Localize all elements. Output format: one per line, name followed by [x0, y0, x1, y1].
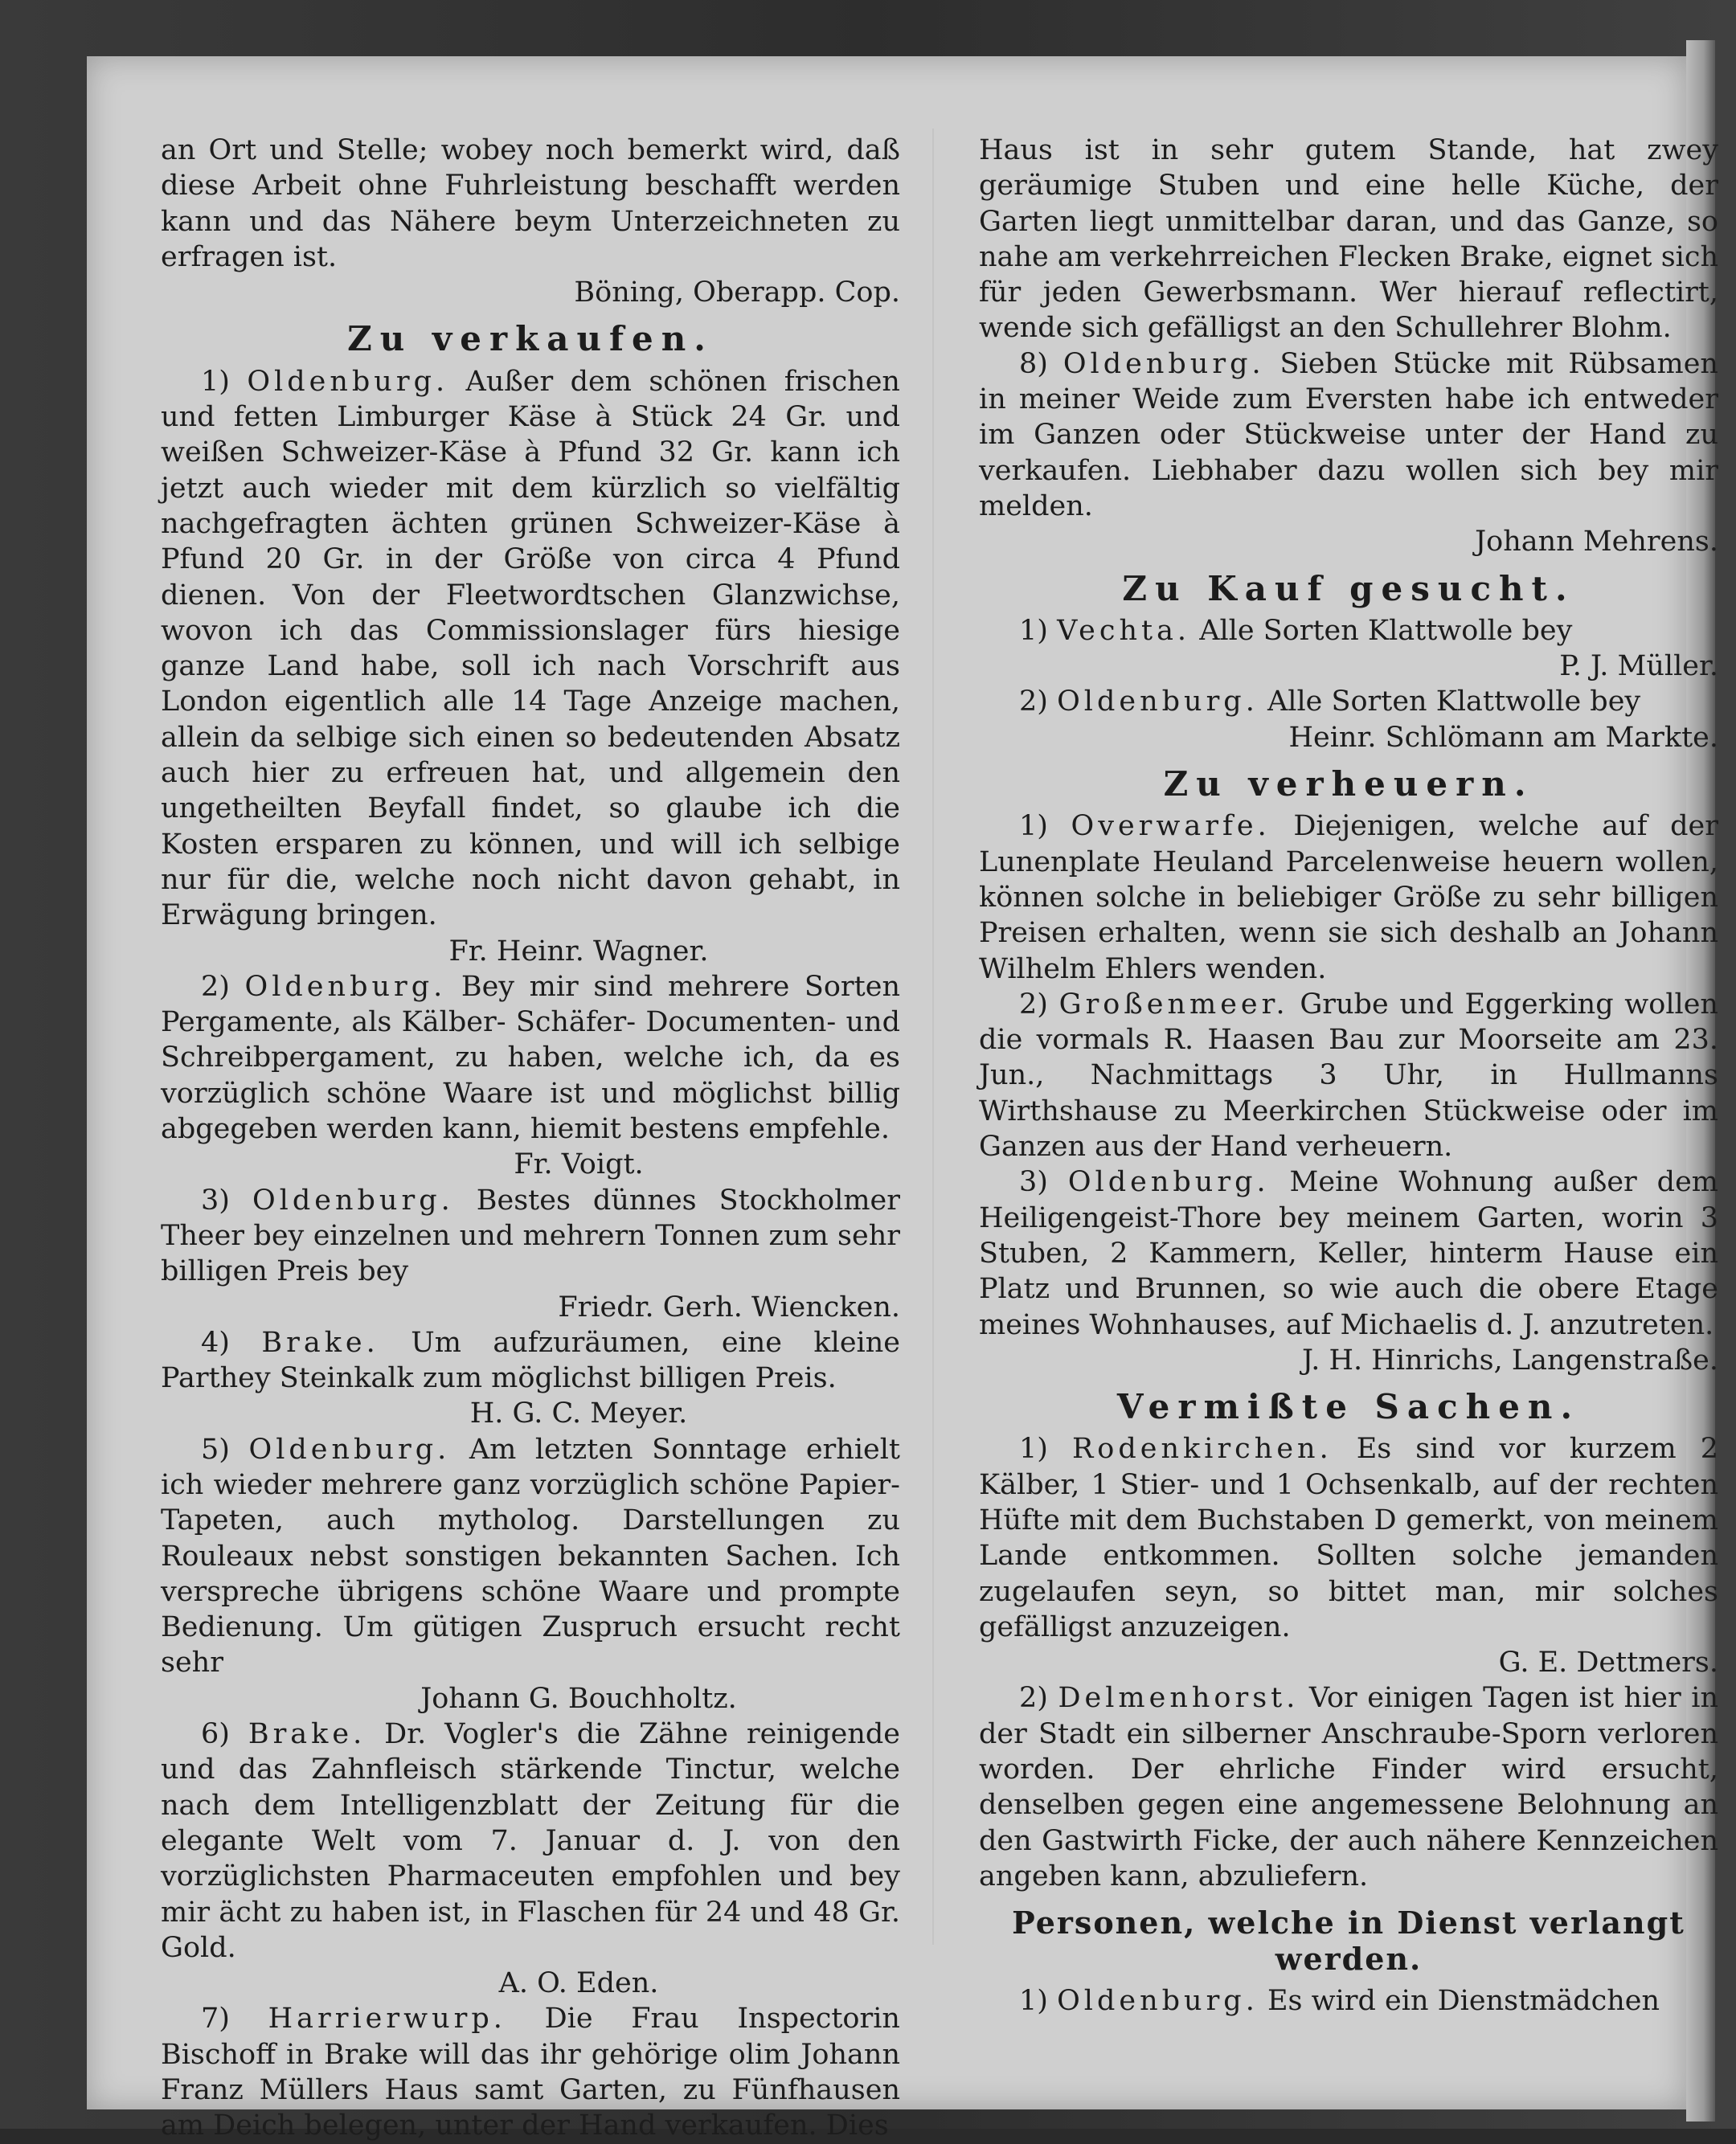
- ad-number: 1): [201, 365, 230, 398]
- ad-number: 7): [201, 2003, 230, 2036]
- ad-place: Oldenburg.: [1062, 347, 1265, 380]
- ad-number: 5): [201, 1433, 230, 1466]
- ad-text: Bey mir sind mehrere Sorten Pergamente, als Kälber- Schäfer- Documenten- und Schreibpergament, zu haben, welche ich, da es vorzüglich schöne Waare ist und möglichst billig abgegeben werden kann, hiemit bestens empfehle.: [161, 970, 900, 1146]
- section-title-personen-dienst: Personen, welche in Dienst verlangt werden.: [1012, 1905, 1685, 1977]
- ad-text: Dr. Vogler's die Zähne reinigende und das Zahnfleisch stärkende Tinctur, welche nach dem Intelligenzblatt der Zeitung für die elegante Welt vom 7. Januar d. J. von den vorzüglichsten Pharmaceuten empfohlen und bey mir ächt zu haben ist, in Flaschen für 24 und 48 Gr. Gold.: [161, 1718, 900, 1964]
- ad-7: [161, 2001, 900, 2143]
- ad-text: Grube und Eggerking wollen die vormals R. Haasen Bau zur Moorseite am 23. Jun., Nachmittags 3 Uhr, in Hullmanns Wirthshause zu Meerkirchen Stückweise oder im Ganzen aus der Hand verheuern.: [979, 988, 1718, 1164]
- continued-text: Haus ist in sehr gutem Stande, hat zwey geräumige Stuben und eine helle Küche, der Garten liegt unmittelbar daran, und das Ganze, so nahe am verkehrreichen Flecken Brake, eignet sich für jeden Gewerbsmann. Wer hierauf reflectirt, wende sich gefälligst an den Schullehrer Blohm.: [979, 134, 1718, 345]
- ad-number: 1): [1019, 1433, 1048, 1466]
- ad-2-signature: Fr. Voigt.: [514, 1148, 644, 1181]
- ad-text: Diejenigen, welche auf der Lunenplate Heuland Parcelenweise heuern wollen, können solche in beliebiger Größe zu sehr billigen Preisen erhalten, wenn sie sich deshalb an Johann Wilhelm Ehlers wenden.: [979, 810, 1718, 985]
- ad-6-signature: A. O. Eden.: [498, 1967, 659, 2000]
- ad-number: 2): [201, 970, 230, 1003]
- ad-place: Harrierwurp.: [268, 2003, 506, 2036]
- verheuern-1: [979, 808, 1718, 986]
- ad-text: Meine Wohnung außer dem Heiligengeist-Thore bey meinem Garten, worin 3 Stuben, 2 Kammern, Keller, hinterm Hause ein Platz und Brunnen, so wie auch die obere Etage meines Wohnhauses, auf Michaelis d. J. anzutreten.: [979, 1166, 1718, 1341]
- ad-place: Brake.: [261, 1326, 379, 1359]
- verheuern-3-signature: J. H. Hinrichs, Langenstraße.: [1301, 1344, 1718, 1377]
- ad-1-signature: Fr. Heinr. Wagner.: [448, 935, 709, 968]
- ad-5: [161, 1432, 900, 1681]
- ad-number: 1): [1019, 614, 1048, 647]
- ad-text: Die Frau Inspectorin Bischoff in Brake will das ihr gehörige olim Johann Franz Müllers Haus samt Garten, zu Fünfhausen am Deich belegen, unter der Hand verkaufen. Dies: [161, 2003, 900, 2142]
- ad-text: Alle Sorten Klattwolle bey: [1267, 685, 1641, 718]
- column-divider: [932, 129, 934, 1945]
- verheuern-3: [979, 1164, 1718, 1342]
- ad-number: 3): [201, 1184, 230, 1217]
- ad-text: Um aufzuräumen, eine kleine Parthey Steinkalk zum möglichst billigen Preis.: [161, 1326, 900, 1395]
- section-title-vermisste-sachen: Vermißte Sachen.: [1116, 1387, 1581, 1427]
- ad-4-signature: H. G. C. Meyer.: [469, 1397, 688, 1430]
- left-column: [161, 133, 900, 2144]
- ad-place: Oldenburg.: [247, 365, 449, 398]
- ad-3-signature: Friedr. Gerh. Wiencken.: [558, 1291, 900, 1324]
- section-title-zu-verheuern: Zu verheuern.: [1163, 764, 1534, 804]
- ad-2: [161, 969, 900, 1147]
- ad-number: 1): [1019, 1984, 1048, 2017]
- intro-signature: Böning, Oberapp. Cop.: [574, 276, 900, 309]
- kauf-1-signature: P. J. Müller.: [1559, 650, 1718, 683]
- ad-5-signature: Johann G. Bouchholtz.: [420, 1682, 737, 1715]
- ad-place: Großenmeer.: [1058, 988, 1289, 1021]
- ad-number: 3): [1019, 1166, 1048, 1199]
- vermisst-1: [979, 1431, 1718, 1645]
- right-column: [979, 133, 1718, 2019]
- ad-text: Alle Sorten Klattwolle bey: [1199, 614, 1573, 647]
- kauf-2-signature: Heinr. Schlömann am Markte.: [1288, 721, 1718, 754]
- ad-text: Es sind vor kurzem 2 Kälber, 1 Stier- und 1 Ochsenkalb, auf der rechten Hüfte mit dem Buchstaben D gemerkt, von meinem Lande entkommen. Sollten solche jemanden zugelaufen seyn, so bittet man, mir solches gefälligst anzuzeigen.: [979, 1433, 1718, 1643]
- vermisst-2: [979, 1680, 1718, 1894]
- ad-place: Oldenburg.: [1057, 1984, 1259, 2017]
- ad-text: Außer dem schönen frischen und fetten Limburger Käse à Stück 24 Gr. und weißen Schweizer-Käse à Pfund 32 Gr. kann ich jetzt auch wieder mit dem kürzlich so vielfältig nachgefragten ächten grünen Schweizer-Käse à Pfund 20 Gr. in der Größe von circa 4 Pfund dienen. Von der Fleetwordtschen Glanzwichse, wovon ich das Commissionslager fürs hiesige ganze Land habe, soll ich nach Vorschrift aus London eigentlich alle 14 Tage Anzeige machen, allein da selbige sich einen so bedeutenden Absatz auch hier zu erfreuen hat, und allgemein den ungetheilten Beyfall findet, so glaube ich die Kosten ersparen zu können, und will ich selbige nur für die, welche noch nicht davon gehabt, in Erwägung bringen.: [161, 365, 900, 932]
- ad-text: Sieben Stücke mit Rübsamen in meiner Weide zum Eversten habe ich entweder im Ganzen oder Stückweise unter der Hand zu verkaufen. Liebhaber dazu wollen sich bey mir melden.: [979, 347, 1718, 522]
- ad-1: [161, 364, 900, 934]
- ad-place: Oldenburg.: [244, 970, 447, 1003]
- ad-place: Oldenburg.: [1067, 1166, 1270, 1199]
- section-title-zu-verkaufen: Zu verkaufen.: [347, 319, 714, 359]
- kauf-1: [979, 613, 1718, 649]
- ad-place: Oldenburg.: [1057, 685, 1259, 718]
- ad-6: [161, 1716, 900, 1966]
- ad-number: 2): [1019, 685, 1048, 718]
- verheuern-2: [979, 987, 1718, 1164]
- ad-number: 1): [1019, 810, 1048, 843]
- ad-number: 8): [1019, 347, 1048, 380]
- ad-text: Bestes dünnes Stockholmer Theer bey einzelnen und mehrern Tonnen zum sehr billigen Preis bey: [161, 1184, 900, 1288]
- ad-text: Es wird ein Dienstmädchen: [1267, 1984, 1660, 2017]
- ad-number: 2): [1019, 988, 1048, 1021]
- ad-number: 2): [1019, 1682, 1048, 1715]
- kauf-2: [979, 684, 1718, 719]
- ad-number: 4): [201, 1326, 230, 1359]
- ad-place: Vechta.: [1057, 614, 1191, 647]
- ad-text: Am letzten Sonntage erhielt ich wieder mehrere ganz vorzüglich schöne Papier-Tapeten, auch mytholog. Darstellungen zu Rouleaux nebst sonstigen bekannten Sachen. Ich verspreche übrigens schöne Waare und prompte Bedienung. Um gütigen Zuspruch ersucht recht sehr: [161, 1433, 900, 1680]
- dienst-1: [979, 1983, 1718, 2019]
- section-title-zu-kauf-gesucht: Zu Kauf gesucht.: [1122, 568, 1575, 608]
- ad-place: Rodenkirchen.: [1071, 1433, 1333, 1466]
- ad-place: Delmenhorst.: [1058, 1682, 1300, 1715]
- vermisst-1-signature: G. E. Dettmers.: [1498, 1647, 1718, 1680]
- ad-number: 6): [201, 1718, 230, 1751]
- ad-place: Overwarfe.: [1071, 810, 1271, 843]
- intro-text: an Ort und Stelle; wobey noch bemerkt wird, daß diese Arbeit ohne Fuhrleistung beschafft werden kann und das Nähere beym Unterzeichneten zu erfragen ist.: [161, 134, 900, 273]
- ad-place: Oldenburg.: [252, 1184, 454, 1217]
- ad-8-signature: Johann Mehrens.: [1475, 526, 1718, 559]
- ad-place: Oldenburg.: [248, 1433, 451, 1466]
- ad-4: [161, 1325, 900, 1397]
- ad-place: Brake.: [248, 1718, 366, 1751]
- ad-3: [161, 1183, 900, 1290]
- ad-text: Vor einigen Tagen ist hier in der Stadt ein silberner Anschraube-Sporn verloren worden. Der ehrliche Finder wird ersucht, denselben gegen eine angemessene Belohnung an den Gastwirth Ficke, der auch nähere Kennzeichen angeben kann, abzuliefern.: [979, 1682, 1718, 1892]
- ad-8: [979, 346, 1718, 524]
